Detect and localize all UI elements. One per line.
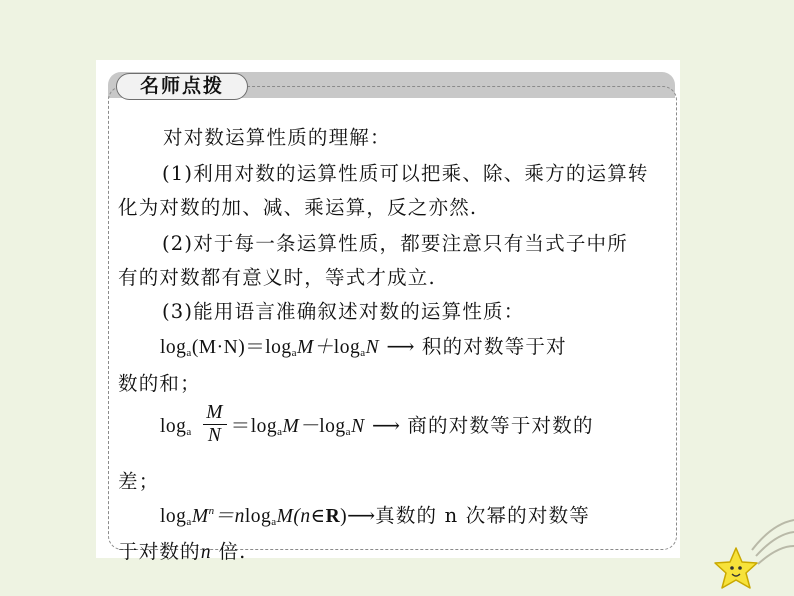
header-tab [116,73,248,100]
formula-power [160,500,590,528]
text-fragment: 于对数的 [118,540,201,563]
arrow-icon: ⟶ [386,335,415,358]
log-base: a [271,516,277,528]
text-line-6: (3)能用语言准确叙述对数的运算性质： [162,300,525,323]
text-line-1: 对对数运算性质的理解： [163,126,391,149]
fraction-denominator: N [207,425,223,446]
log-symbol: log [160,337,187,358]
log-symbol: log [250,416,278,437]
log-argument: (M·N)＝ [191,337,266,358]
equals-n: ＝n [214,506,245,527]
log-symbol: log [265,337,292,358]
log-symbol: log [160,416,187,437]
arrow-icon: ⟶ [371,414,400,437]
log-argument: M－ [282,416,320,437]
formula-description: 积的对数等于对 [421,335,567,358]
formula-product [160,331,567,359]
log-symbol: log [319,416,346,437]
log-symbol: log [244,506,272,527]
log-base: a [186,347,192,359]
text-line-10: 差； [118,470,160,493]
log-base: a [186,426,192,438]
text-fragment: 倍. [211,540,247,563]
equals-sign: ＝ [230,416,251,437]
log-argument: M [191,506,209,527]
log-argument: N [365,337,380,358]
log-argument: M＋ [297,337,334,358]
text-line-8: 数的和； [118,372,201,395]
variable-n: n [200,542,212,563]
text-line-5: 有的对数都有意义时，等式才成立. [118,266,436,289]
exponent: n [208,505,215,517]
reals-symbol: R [325,506,341,527]
fraction [203,402,226,447]
log-base: a [291,347,298,359]
log-base: a [277,426,283,438]
close-paren: ) [340,506,348,527]
log-symbol: log [160,506,187,527]
arrow-icon: ⟶ [347,504,376,527]
header-title: 名师点拨 [139,75,224,97]
text-line-4: (2)对于每一条运算性质，都要注意只有当式子中所 [162,232,628,255]
text-line-12 [118,536,247,564]
formula-quotient [160,404,594,449]
log-base: a [360,347,366,359]
log-base: a [186,516,192,528]
log-symbol: log [333,337,361,358]
formula-description: 真数的 n 次幂的对数等 [375,504,590,527]
log-argument: N [351,416,365,437]
shooting-star-icon [712,518,794,596]
fraction-numerator: M [203,402,226,425]
log-argument: M(n∈ [276,506,326,527]
text-line-2: (1)利用对数的运算性质可以把乘、除、乘方的运算转 [162,162,649,185]
text-line-3: 化为对数的加、减、乘运算，反之亦然. [118,196,478,219]
formula-description: 商的对数等于对数的 [407,414,594,437]
log-base: a [345,426,352,438]
